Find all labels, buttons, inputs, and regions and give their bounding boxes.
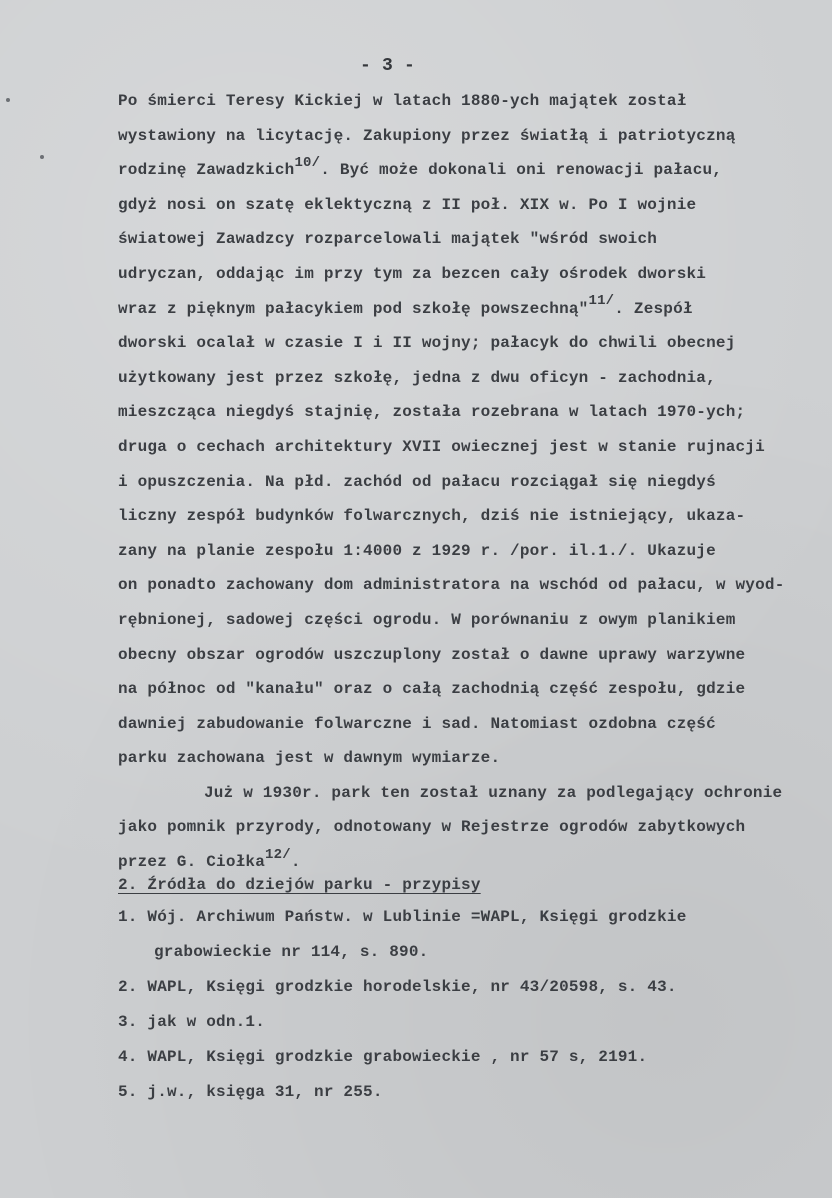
paragraph-1 [118, 84, 818, 776]
footnote-item [118, 900, 818, 970]
text-line: rębnionej, sadowej części ogrodu. W porównaniu z owym planikiem [118, 610, 736, 629]
text-segment: . [290, 853, 301, 872]
text-segment: przez G. Ciołka [118, 853, 266, 872]
text-line: i opuszczenia. Na płd. zachód od pałacu rozciągał się niegdyś [118, 472, 716, 491]
footnote-line: 5. j.w., księga 31, nr 255. [118, 1083, 383, 1101]
footnote-item [118, 970, 818, 1005]
footnote-item [118, 1075, 818, 1110]
text-line: mieszcząca niegdyś stajnię, została rozebrana w latach 1970-ych; [118, 403, 746, 422]
body-text [118, 84, 818, 880]
punch-mark [40, 155, 44, 159]
footnote-item [118, 1040, 818, 1075]
footnote-line: 3. jak w odn.1. [118, 1013, 266, 1031]
text-line: dawniej zabudowanie folwarczne i sad. Natomiast ozdobna część [118, 714, 716, 733]
text-line: na północ od "kanału" oraz o całą zachodnią część zespołu, gdzie [118, 680, 746, 699]
text-line: on ponadto zachowany dom administratora na wschód od pałacu, w wyod- [118, 576, 785, 595]
text-line: udryczan, oddając im przy tym za bezcen cały ośrodek dworski [118, 264, 707, 283]
footnote-line: 4. WAPL, Księgi grodzkie grabowieckie , nr 57 s, 2191. [118, 1048, 648, 1066]
footnote-line: 2. WAPL, Księgi grodzkie horodelskie, nr 43/20598, s. 43. [118, 978, 677, 996]
footnote-reference: 10/ [294, 154, 321, 171]
text-line: dworski ocalał w czasie I i II wojny; pałacyk do chwili obecnej [118, 334, 736, 353]
text-segment: . Być może dokonali oni renowacji pałacu, [320, 161, 723, 180]
text-segment: rodzinę Zawadzkich [118, 161, 295, 180]
text-line: liczny zespół budynków folwarcznych, dziś nie istniejący, ukaza- [118, 507, 746, 526]
footnotes-list [118, 900, 818, 1110]
section-heading: 2. Źródła do dziejów parku - przypisy [118, 876, 481, 894]
text-line: parku zachowana jest w dawnym wymiarze. [118, 749, 501, 768]
footnote-line: grabowieckie nr 114, s. 890. [154, 943, 429, 961]
text-segment: wraz z pięknym pałacykiem pod szkołę powszechną" [118, 299, 589, 318]
text-line [118, 153, 818, 188]
text-line: obecny obszar ogrodów uszczuplony został o dawne uprawy warzywne [118, 645, 746, 664]
text-line: jako pomnik przyrody, odnotowany w Rejestrze ogrodów zabytkowych [118, 818, 746, 837]
text-segment: . Zespół [614, 299, 693, 318]
footnote-line: 1. Wój. Archiwum Państw. w Lublinie =WAPL, Księgi grodzkie [118, 908, 687, 926]
text-line: Po śmierci Teresy Kickiej w latach 1880-ych majątek został [118, 92, 687, 110]
text-line: wystawiony na licytację. Zakupiony przez światłą i patriotyczną [118, 126, 736, 145]
punch-mark [6, 98, 10, 102]
text-line: światowej Zawadzcy rozparcelowali majątek "wśród swoich [118, 230, 658, 249]
text-line: druga o cechach architektury XVII owiecznej jest w stanie rujnacji [118, 437, 765, 456]
text-line: zany na planie zespołu 1:4000 z 1929 r. /por. il.1./. Ukazuje [118, 541, 716, 560]
text-line [118, 292, 818, 327]
text-line: gdyż nosi on szatę eklektyczną z II poł. XIX w. Po I wojnie [118, 195, 697, 214]
text-line: użytkowany jest przez szkołę, jedna z dwu oficyn - zachodnia, [118, 368, 716, 387]
text-line: Już w 1930r. park ten został uznany za podlegający ochronie [204, 783, 783, 802]
paragraph-2 [118, 776, 818, 880]
footnote-reference: 12/ [265, 846, 291, 863]
footnote-item [118, 1005, 818, 1040]
footnote-reference: 11/ [588, 293, 615, 310]
page-number: - 3 - [360, 56, 416, 76]
